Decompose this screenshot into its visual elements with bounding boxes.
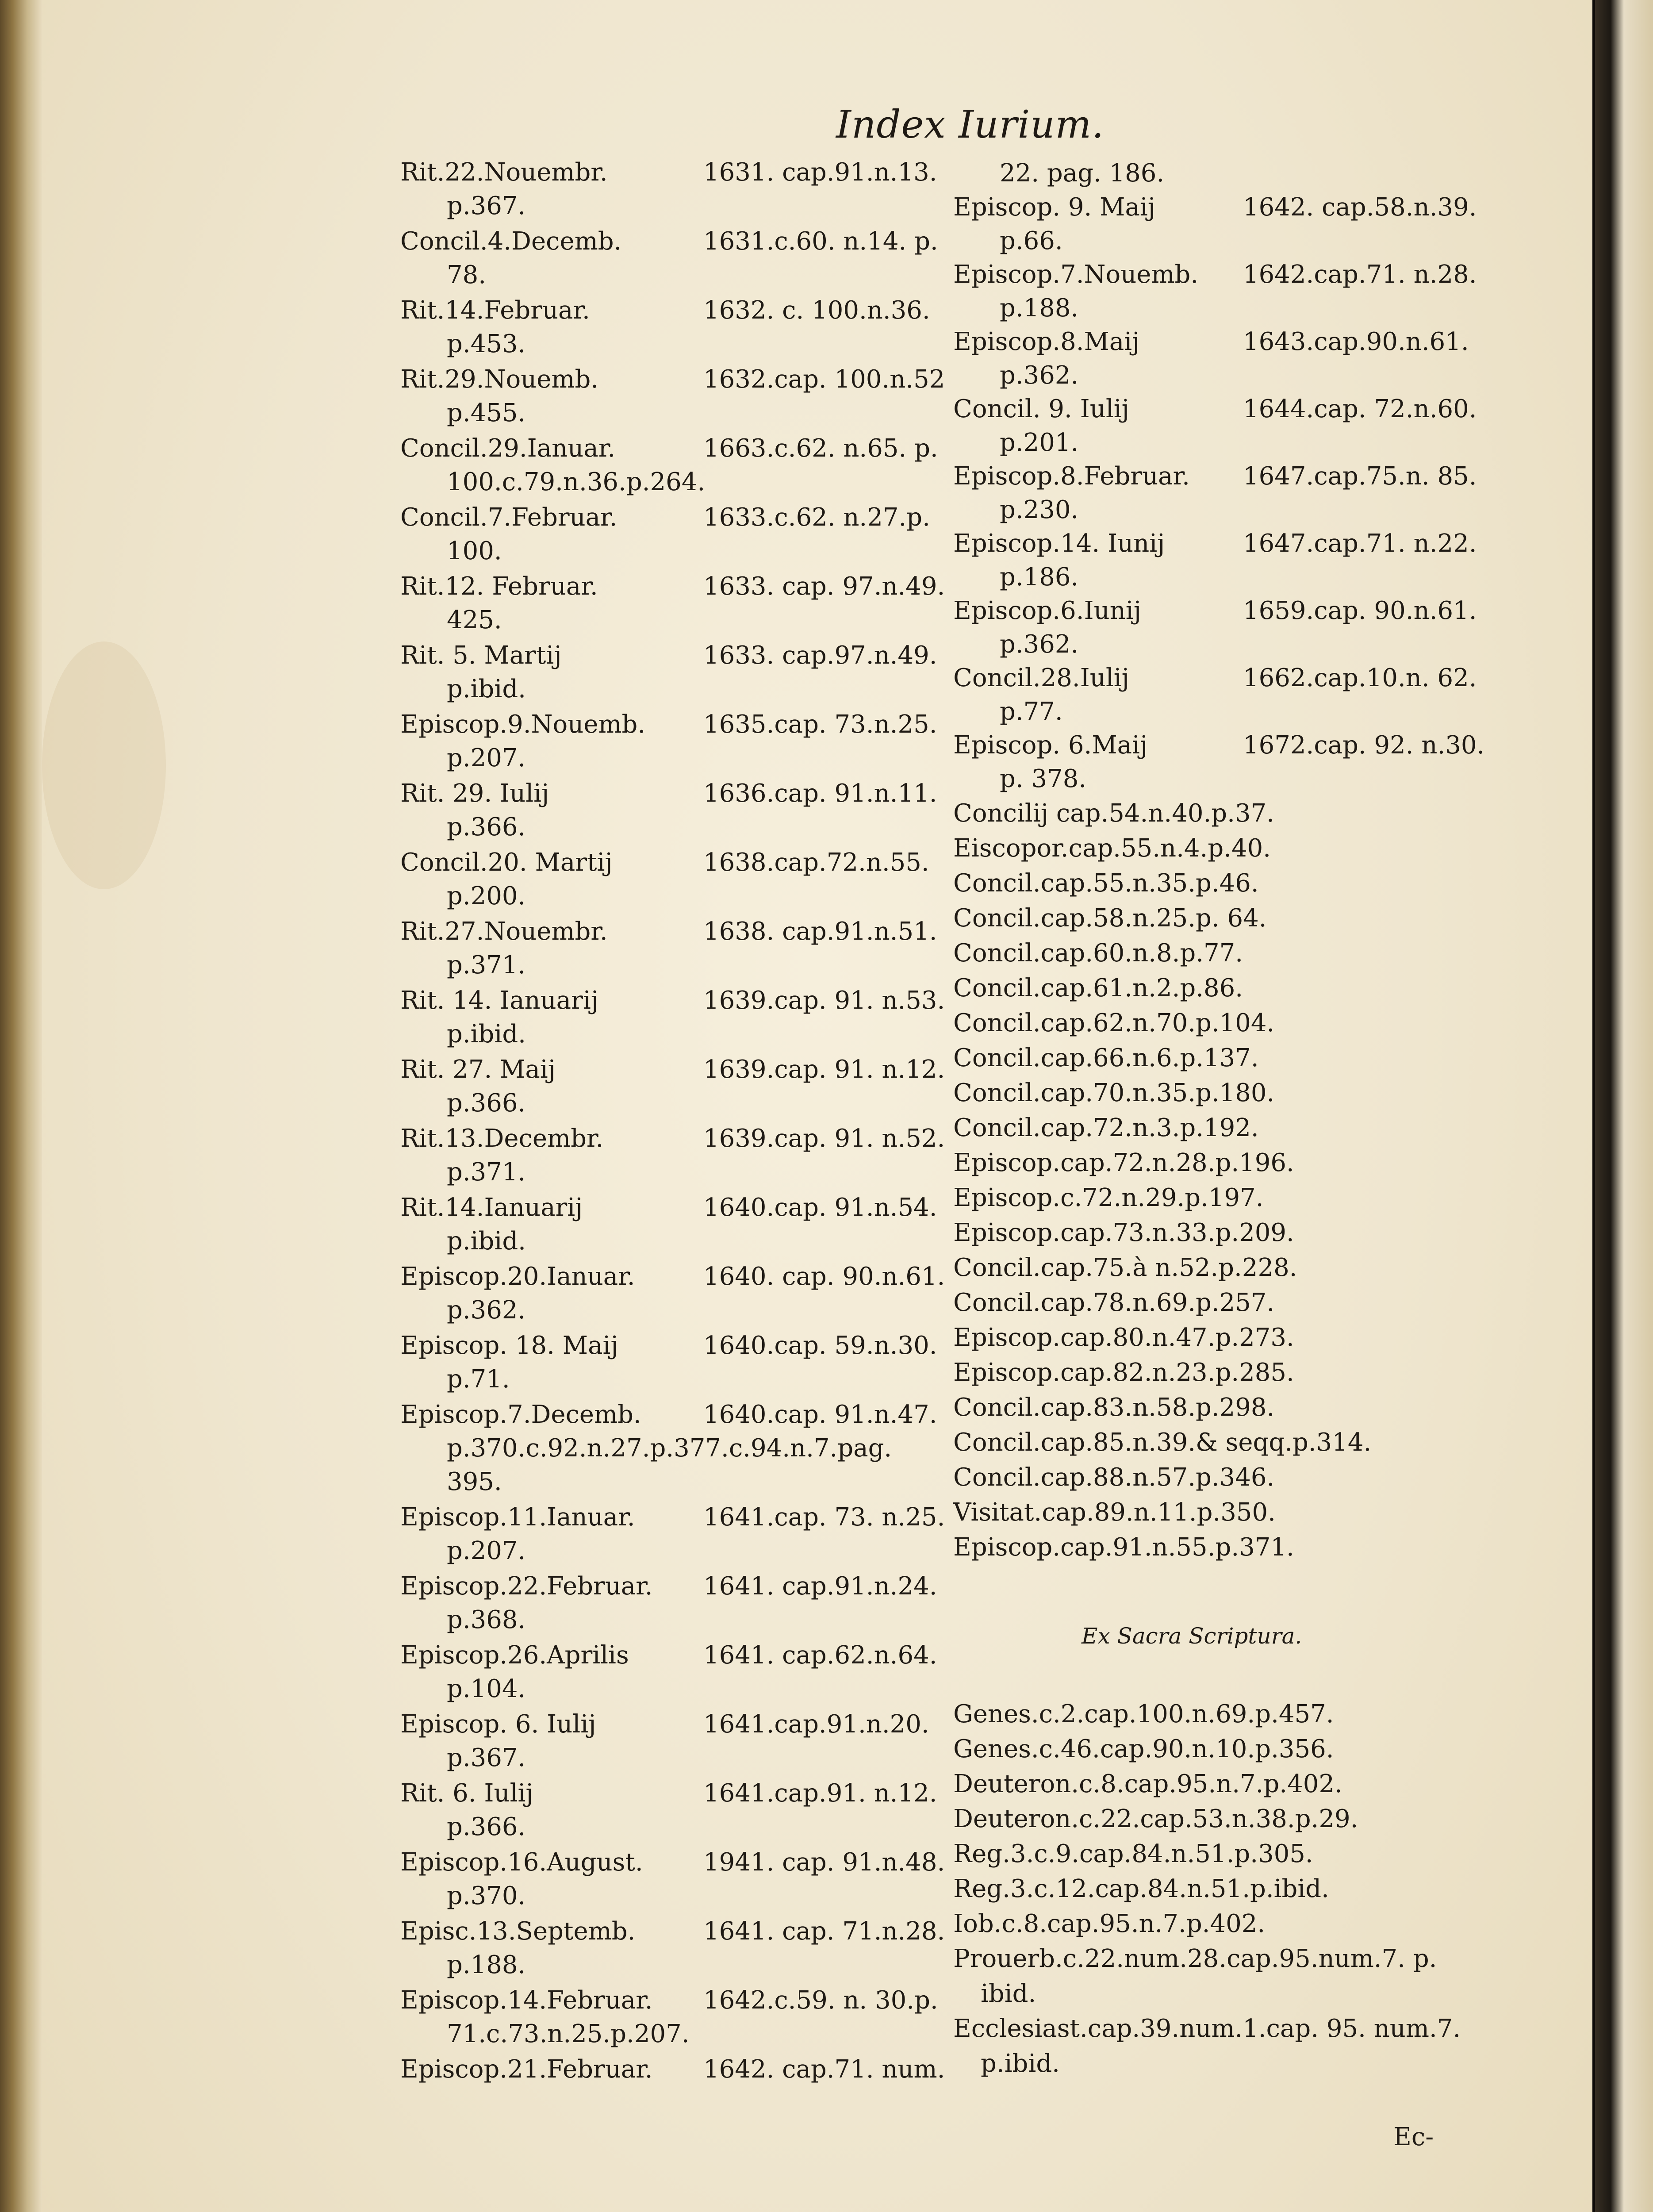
entry-authority: Rit. 14. Ianuarij <box>400 986 599 1015</box>
entry-continuation: p.186. <box>1000 563 1079 591</box>
index-entry <box>953 594 1502 661</box>
entry-reference: 1640.cap. 91.n.54. <box>703 1193 937 1222</box>
entry-continuation: p.366. <box>447 1813 526 1841</box>
entry-continuation: p.200. <box>447 882 526 910</box>
entry-reference: 1631.c.60. n.14. p. <box>703 227 938 256</box>
entry-continuation: p.77. <box>1000 697 1063 726</box>
next-page-edge <box>1592 0 1653 2212</box>
entry-continuation: p.362. <box>1000 361 1079 390</box>
entry-authority: Rit.14.Februar. <box>400 296 590 325</box>
index-entry <box>400 1708 958 1775</box>
scripture-line: Deuteron.c.22.cap.53.n.38.p.29. <box>953 1805 1358 1833</box>
entry-continuation: p.366. <box>447 1089 526 1118</box>
entry-reference: 1642. cap.58.n.39. <box>1243 193 1477 222</box>
entry-continuation: p.188. <box>1000 294 1079 323</box>
entry-continuation: p.367. <box>447 1743 526 1772</box>
index-entry <box>400 501 958 568</box>
index-entry <box>400 1846 958 1913</box>
entry-continuation: 71.c.73.n.25.p.207. <box>447 2020 690 2048</box>
index-line: Concil.cap.75.à n.52.p.228. <box>953 1253 1297 1282</box>
entry-reference: 1641.cap. 73. n.25. <box>703 1503 945 1532</box>
index-line: Concil.cap.88.n.57.p.346. <box>953 1463 1275 1492</box>
entry-reference: 1641. cap. 71.n.28. <box>703 1917 945 1946</box>
entry-continuation: p.371. <box>447 1158 526 1187</box>
index-entry <box>400 777 958 844</box>
index-line: Concil.cap.70.n.35.p.180. <box>953 1079 1275 1107</box>
entry-reference: 1633. cap.97.n.49. <box>703 641 937 670</box>
entry-reference: 1642. cap.71. num. <box>703 2055 945 2084</box>
entry-authority: Episcop.14. Iunij <box>953 529 1165 558</box>
entry-authority: Concil.29.Ianuar. <box>400 434 616 463</box>
entry-authority: Episcop.7.Decemb. <box>400 1400 641 1429</box>
index-line: Episcop.cap.80.n.47.p.273. <box>953 1323 1294 1352</box>
index-line: Concil.cap.61.n.2.p.86. <box>953 974 1243 1002</box>
entry-authority: Episcop.11.Ianuar. <box>400 1503 635 1532</box>
entry-reference: 1631. cap.91.n.13. <box>703 158 937 187</box>
entry-authority: Episcop.6.Iunij <box>953 596 1142 625</box>
index-entry <box>400 639 958 706</box>
index-entry <box>400 2053 958 2086</box>
entry-reference: 1638. cap.91.n.51. <box>703 917 937 946</box>
entry-continuation: p.230. <box>1000 495 1079 524</box>
entry-reference: 1636.cap. 91.n.11. <box>703 779 937 808</box>
index-entry <box>400 915 958 982</box>
entry-authority: Rit.29.Nouemb. <box>400 365 599 394</box>
scripture-line: Deuteron.c.8.cap.95.n.7.p.402. <box>953 1770 1342 1798</box>
entry-reference: 1633. cap. 97.n.49. <box>703 572 945 601</box>
entry-authority: Rit.12. Februar. <box>400 572 598 601</box>
entry-authority: Episcop. 6. Iulij <box>400 1710 596 1739</box>
entry-reference: 1643.cap.90.n.61. <box>1243 327 1469 356</box>
entry-authority: Concil. 9. Iulij <box>953 395 1130 423</box>
entry-authority: Rit. 6. Iulij <box>400 1779 533 1808</box>
right-column <box>953 159 1502 2081</box>
entry-authority: Episcop.8.Februar. <box>953 462 1190 491</box>
index-entry <box>400 1777 958 1844</box>
entry-continuation: 100. <box>447 537 502 565</box>
entry-authority: Rit.22.Nouembr. <box>400 158 608 187</box>
entry-reference: 1638.cap.72.n.55. <box>703 848 929 877</box>
entry-reference: 1641. cap.62.n.64. <box>703 1641 937 1670</box>
index-entry <box>400 1122 958 1189</box>
entry-authority: Rit.14.Ianuarij <box>400 1193 583 1222</box>
entry-authority: Concil.20. Martij <box>400 848 613 877</box>
entry-reference: 1642.cap.71. n.28. <box>1243 260 1477 289</box>
entry-authority: Episcop.20.Ianuar. <box>400 1262 635 1291</box>
entry-authority: Rit.13.Decembr. <box>400 1124 604 1153</box>
entry-authority: Concil.4.Decemb. <box>400 227 622 256</box>
entry-reference: 1640. cap. 90.n.61. <box>703 1262 945 1291</box>
index-entry <box>400 1398 958 1499</box>
index-line: Concil.cap.62.n.70.p.104. <box>953 1009 1275 1037</box>
index-line: Concil.cap.66.n.6.p.137. <box>953 1044 1259 1072</box>
entry-reference: 1641. cap.91.n.24. <box>703 1572 937 1601</box>
entry-continuation: p.370. <box>447 1882 526 1910</box>
index-entry <box>400 1053 958 1120</box>
entry-continuation: p.371. <box>447 951 526 979</box>
entry-continuation: p.207. <box>447 1536 526 1565</box>
scripture-line: Reg.3.c.12.cap.84.n.51.p.ibid. <box>953 1874 1329 1903</box>
scripture-entries <box>953 1697 1502 2081</box>
left-column <box>400 156 958 2088</box>
index-line: Concil.cap.85.n.39.& seqq.p.314. <box>953 1428 1372 1457</box>
index-line: Visitat.cap.89.n.11.p.350. <box>953 1498 1276 1527</box>
index-entry <box>400 708 958 775</box>
entry-reference: 1639.cap. 91. n.52. <box>703 1124 945 1153</box>
entry-authority: Episcop. 9. Maij <box>953 193 1156 222</box>
index-line: Concil.cap.72.n.3.p.192. <box>953 1114 1259 1142</box>
index-line: Concilij cap.54.n.40.p.37. <box>953 799 1274 828</box>
entry-reference: 1640.cap. 59.n.30. <box>703 1331 937 1360</box>
entry-authority: Rit. 5. Martij <box>400 641 562 670</box>
entry-reference: 1641.cap.91. n.12. <box>703 1779 937 1808</box>
scripture-line: Genes.c.46.cap.90.n.10.p.356. <box>953 1735 1334 1763</box>
entry-continuation: p. 378. <box>1000 764 1087 793</box>
entry-continuation: p.66. <box>1000 227 1063 255</box>
index-entry <box>400 1260 958 1327</box>
entry-continuation: 78. <box>447 261 487 289</box>
entry-authority: Episcop.26.Aprilis <box>400 1641 629 1670</box>
entry-authority: Episcop.8.Maij <box>953 327 1140 356</box>
scripture-line: Genes.c.2.cap.100.n.69.p.457. <box>953 1700 1334 1728</box>
index-line: Episcop.cap.91.n.55.p.371. <box>953 1533 1294 1562</box>
index-line: Episcop.c.72.n.29.p.197. <box>953 1183 1264 1212</box>
index-entry <box>400 294 958 361</box>
entry-authority: Episcop.14.Februar. <box>400 1986 653 2015</box>
entry-reference: 1647.cap.75.n. 85. <box>1243 462 1477 491</box>
dated-entries <box>953 191 1502 796</box>
section-heading: Ex Sacra Scriptura. <box>1082 1623 1302 1649</box>
scripture-line: Prouerb.c.22.num.28.cap.95.num.7. p. <box>953 1944 1437 1973</box>
entry-continuation: p.207. <box>447 744 526 772</box>
entry-reference: 1639.cap. 91. n.12. <box>703 1055 945 1084</box>
page-stain <box>42 641 166 889</box>
entry-continuation: p.455. <box>447 399 526 427</box>
entry-reference: 1632. c. 100.n.36. <box>703 296 930 325</box>
entry-reference: 1662.cap.10.n. 62. <box>1243 664 1477 692</box>
entry-authority: Concil.7.Februar. <box>400 503 617 532</box>
entry-authority: Rit.27.Nouembr. <box>400 917 608 946</box>
entry-authority: Episcop.16.August. <box>400 1848 643 1877</box>
entry-authority: Episcop.22.Februar. <box>400 1572 653 1601</box>
index-entry <box>953 325 1502 392</box>
entry-reference: 1663.c.62. n.65. p. <box>703 434 938 463</box>
scripture-continuation: p.ibid. <box>981 2049 1060 2078</box>
entry-authority: Episcop.9.Nouemb. <box>400 710 646 739</box>
entry-reference: 1633.c.62. n.27.p. <box>703 503 930 532</box>
entry-reference: 1644.cap. 72.n.60. <box>1243 395 1477 423</box>
index-entry <box>400 984 958 1051</box>
index-line: Concil.cap.55.n.35.p.46. <box>953 869 1259 898</box>
entry-authority: Concil.28.Iulij <box>953 664 1130 692</box>
index-entry <box>400 846 958 913</box>
index-entry <box>953 729 1502 796</box>
book-spine <box>0 0 42 2212</box>
index-entry <box>400 570 958 637</box>
index-entry <box>400 1915 958 1982</box>
entry-reference: 1640.cap. 91.n.47. <box>703 1400 937 1429</box>
entry-authority: Episc.13.Septemb. <box>400 1917 636 1946</box>
entry-authority: Episcop. 18. Maij <box>400 1331 618 1360</box>
index-entry <box>400 1501 958 1568</box>
entry-authority: Rit. 27. Maij <box>400 1055 556 1084</box>
entry-continuation: p.71. <box>447 1365 510 1394</box>
index-entry <box>400 432 958 499</box>
scripture-line: Ecclesiast.cap.39.num.1.cap. 95. num.7. <box>953 2014 1461 2043</box>
index-entry <box>953 527 1502 594</box>
entry-reference: 1659.cap. 90.n.61. <box>1243 596 1477 625</box>
entry-continuation: p.362. <box>1000 630 1079 659</box>
entry-reference: 1641.cap.91.n.20. <box>703 1710 929 1739</box>
index-entry <box>953 191 1502 258</box>
entry-reference: 1672.cap. 92. n.30. <box>1243 731 1485 760</box>
entry-continuation: p.362. <box>447 1296 526 1325</box>
index-entry <box>953 392 1502 460</box>
entry-continuation: p.ibid. <box>447 675 526 703</box>
entry-continuation: p.370.c.92.n.27.p.377.c.94.n.7.pag. <box>447 1434 892 1463</box>
entry-continuation: p.366. <box>447 813 526 841</box>
entry-reference: 1639.cap. 91. n.53. <box>703 986 945 1015</box>
entry-continuation: 395. <box>447 1467 502 1496</box>
index-line: Concil.cap.58.n.25.p. 64. <box>953 904 1267 933</box>
entry-continuation: p.201. <box>1000 428 1079 457</box>
continuation-line: 22. pag. 186. <box>1000 159 1165 188</box>
index-entry <box>400 225 958 292</box>
index-entry <box>400 1329 958 1396</box>
index-line: Concil.cap.78.n.69.p.257. <box>953 1288 1275 1317</box>
index-entry <box>400 1570 958 1637</box>
catchword: Ec- <box>1393 2123 1434 2151</box>
entry-continuation: 425. <box>447 606 502 634</box>
entry-reference: 1635.cap. 73.n.25. <box>703 710 937 739</box>
entry-continuation: p.367. <box>447 192 526 220</box>
index-line: Episcop.cap.72.n.28.p.196. <box>953 1148 1294 1177</box>
entry-continuation: p.ibid. <box>447 1227 526 1256</box>
index-line: Episcop.cap.82.n.23.p.285. <box>953 1358 1294 1387</box>
index-entry <box>953 661 1502 729</box>
scripture-line: Iob.c.8.cap.95.n.7.p.402. <box>953 1909 1266 1938</box>
index-entry <box>400 363 958 430</box>
index-entry <box>953 258 1502 325</box>
index-entry <box>400 1191 958 1258</box>
entry-reference: 1642.c.59. n. 30.p. <box>703 1986 938 2015</box>
entry-continuation: p.368. <box>447 1605 526 1634</box>
page-header: Index Iurium. <box>836 103 1105 147</box>
entry-authority: Episcop. 6.Maij <box>953 731 1148 760</box>
index-entry <box>953 460 1502 527</box>
entry-reference: 1632.cap. 100.n.52 <box>703 365 945 394</box>
index-entry <box>400 156 958 223</box>
scripture-continuation: ibid. <box>981 1979 1036 2008</box>
scripture-line: Reg.3.c.9.cap.84.n.51.p.305. <box>953 1839 1313 1868</box>
entry-reference: 1941. cap. 91.n.48. <box>703 1848 945 1877</box>
index-entry <box>400 1639 958 1706</box>
entry-continuation: p.104. <box>447 1674 526 1703</box>
entry-authority: Episcop.21.Februar. <box>400 2055 653 2084</box>
index-entry <box>400 1984 958 2051</box>
entry-continuation: p.188. <box>447 1951 526 1979</box>
entry-continuation: p.ibid. <box>447 1020 526 1048</box>
entry-continuation: p.453. <box>447 330 526 358</box>
entry-authority: Rit. 29. Iulij <box>400 779 549 808</box>
index-line: Eiscopor.cap.55.n.4.p.40. <box>953 834 1271 863</box>
entry-continuation: 100.c.79.n.36.p.264. <box>447 468 706 496</box>
index-line: Episcop.cap.73.n.33.p.209. <box>953 1218 1294 1247</box>
plain-entries <box>953 796 1502 1565</box>
index-line: Concil.cap.60.n.8.p.77. <box>953 939 1243 968</box>
entry-reference: 1647.cap.71. n.22. <box>1243 529 1477 558</box>
index-line: Concil.cap.83.n.58.p.298. <box>953 1393 1275 1422</box>
entry-authority: Episcop.7.Nouemb. <box>953 260 1199 289</box>
